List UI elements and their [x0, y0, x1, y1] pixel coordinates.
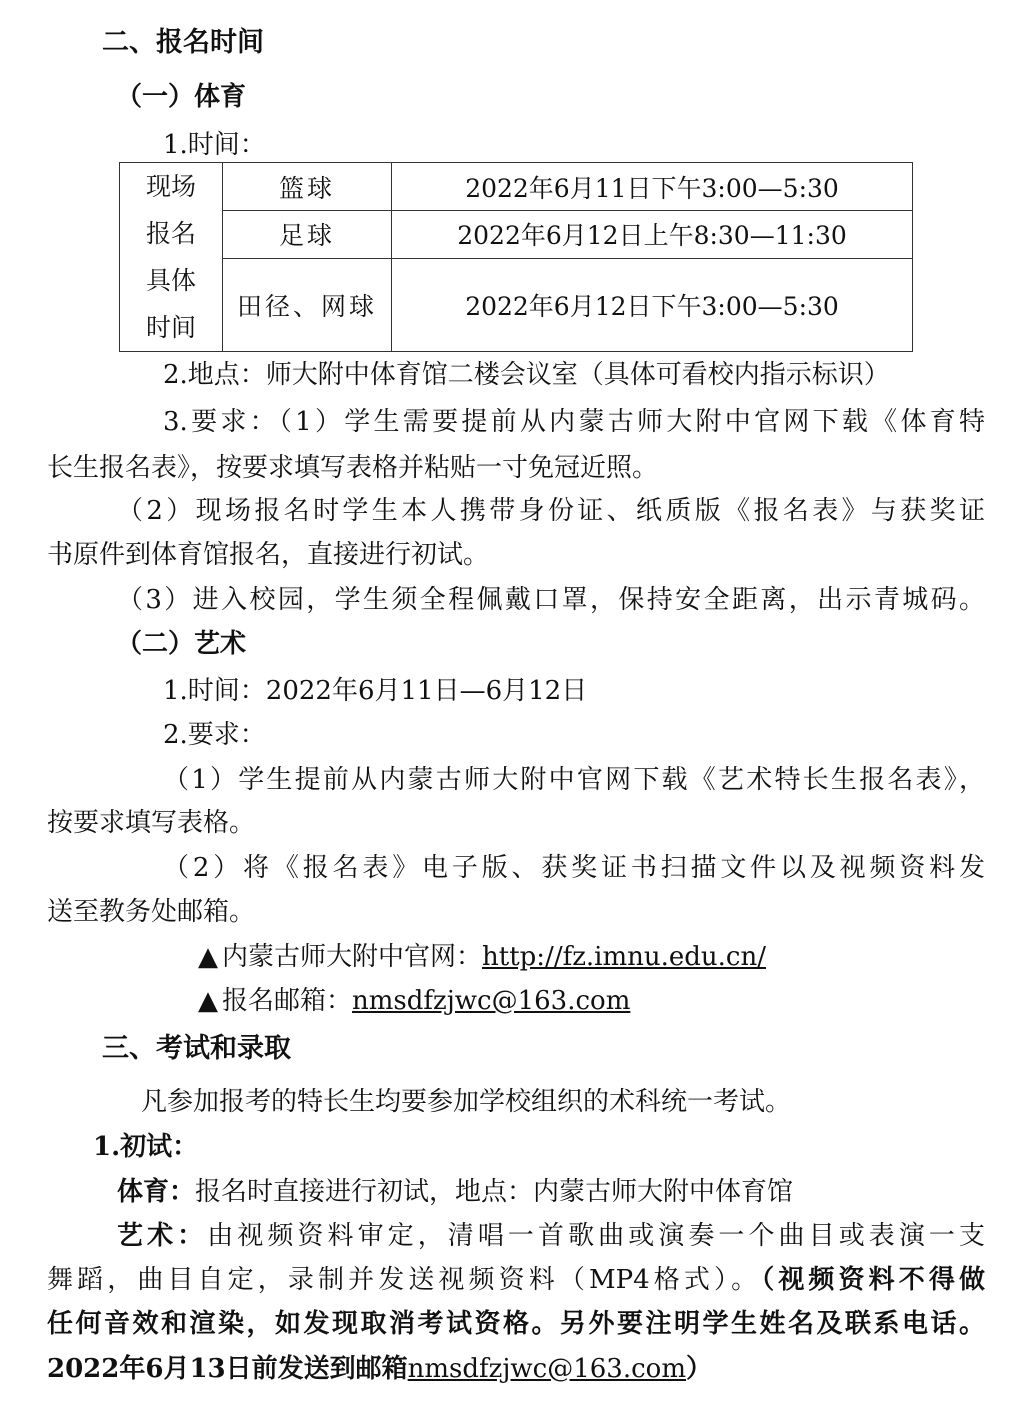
website-link[interactable]: http://fz.imnu.edu.cn/: [482, 942, 766, 972]
arts-req1-line2: 按要求填写表格。: [47, 808, 256, 838]
table-row: [120, 211, 913, 258]
arts-email-link[interactable]: nmsdfzjwc@163.com: [407, 1354, 686, 1384]
time-cell: 2022年6月12日上午8:30—11:30: [392, 211, 913, 258]
sports-req3: （3）进入校园，学生须全程佩戴口罩，保持安全距离，出示青城码。: [117, 585, 985, 615]
arts-req2-line1: （2）将《报名表》电子版、获奖证书扫描文件以及视频资料发: [163, 853, 985, 883]
arts-prelim-line4: [47, 1352, 712, 1386]
arts-close-paren: ）: [686, 1354, 713, 1384]
arts-prelim-text1: 由视频资料审定，清唱一首歌曲或演奏一个曲目或表演一支: [207, 1221, 985, 1251]
arts-prelim-line3: 任何音效和渲染，如发现取消考试资格。另外要注明学生姓名及联系电话。: [47, 1309, 985, 1339]
arts-prelim-label: 艺术：: [117, 1221, 208, 1251]
email-label: 报名邮箱：: [222, 986, 353, 1016]
sports-req1-line2: 长生报名表》，按要求填写表格并粘贴一寸免冠近照。: [47, 453, 659, 483]
sports-time-label: 1.时间：: [163, 130, 266, 160]
time-cell: 2022年6月12日下午3:00—5:30: [392, 258, 913, 352]
sports-req1-line1: 3.要求：（1）学生需要提前从内蒙古师大附中官网下载《体育特: [163, 407, 985, 437]
website-label: 内蒙古师大附中官网：: [222, 942, 483, 972]
arts-req-label: 2.要求：: [163, 720, 266, 750]
arts-prelim-line2: [47, 1263, 985, 1297]
arts-time: 1.时间：2022年6月11日—6月12日: [163, 676, 588, 706]
time-cell: 2022年6月11日下午3:00—5:30: [392, 163, 913, 211]
label-line: 现场: [145, 172, 196, 201]
section-2-title: 二、报名时间: [102, 27, 264, 58]
website-line: [198, 940, 766, 974]
table-row: [120, 258, 913, 352]
triangle-bullet-icon: ▲: [198, 986, 218, 1016]
arts-deadline: 2022年6月13日前发送到邮箱: [47, 1354, 408, 1384]
table-row-label: [120, 163, 223, 352]
exam-intro: 凡参加报考的特长生均要参加学校组织的术科统一考试。: [141, 1087, 792, 1117]
arts-req2-line2: 送至教务处邮箱。: [47, 897, 256, 927]
arts-subtitle: （二）艺术: [116, 629, 247, 659]
section-3-title: 三、考试和录取: [102, 1033, 291, 1064]
email-line: [198, 984, 630, 1018]
sports-req2-line1: （2）现场报名时学生本人携带身份证、纸质版《报名表》与获奖证: [117, 496, 985, 526]
sports-prelim-label: 体育：: [117, 1177, 196, 1207]
sport-cell: 篮球: [223, 163, 392, 211]
arts-prelim-text2: 舞蹈，曲目自定，录制并发送视频资料（MP4格式）。: [47, 1265, 762, 1295]
triangle-bullet-icon: ▲: [198, 942, 218, 972]
table-row: [120, 163, 913, 211]
arts-prelim-text2-bold: （视频资料不得做: [761, 1265, 985, 1295]
sports-req2-line2: 书原件到体育馆报名，直接进行初试。: [47, 540, 490, 570]
label-line: 报名: [145, 219, 196, 248]
arts-req1-line1: （1）学生提前从内蒙古师大附中官网下载《艺术特长生报名表》，: [163, 765, 985, 795]
sports-location: 2.地点：师大附中体育馆二楼会议室（具体可看校内指示标识）: [163, 360, 890, 390]
sports-prelim-text: 报名时直接进行初试，地点：内蒙古师大附中体育馆: [195, 1177, 794, 1207]
sports-schedule-table: [119, 162, 913, 352]
sport-cell: 足球: [223, 211, 392, 258]
sport-cell: 田径、网球: [223, 258, 392, 352]
sports-subtitle: （一）体育: [116, 82, 247, 112]
email-link[interactable]: nmsdfzjwc@163.com: [352, 986, 631, 1016]
label-line: 具体: [145, 266, 196, 295]
prelim-title: 1.初试：: [93, 1132, 199, 1162]
sports-prelim-line: [117, 1175, 793, 1209]
arts-prelim-line1: [117, 1219, 985, 1253]
label-line: 时间: [145, 313, 196, 342]
